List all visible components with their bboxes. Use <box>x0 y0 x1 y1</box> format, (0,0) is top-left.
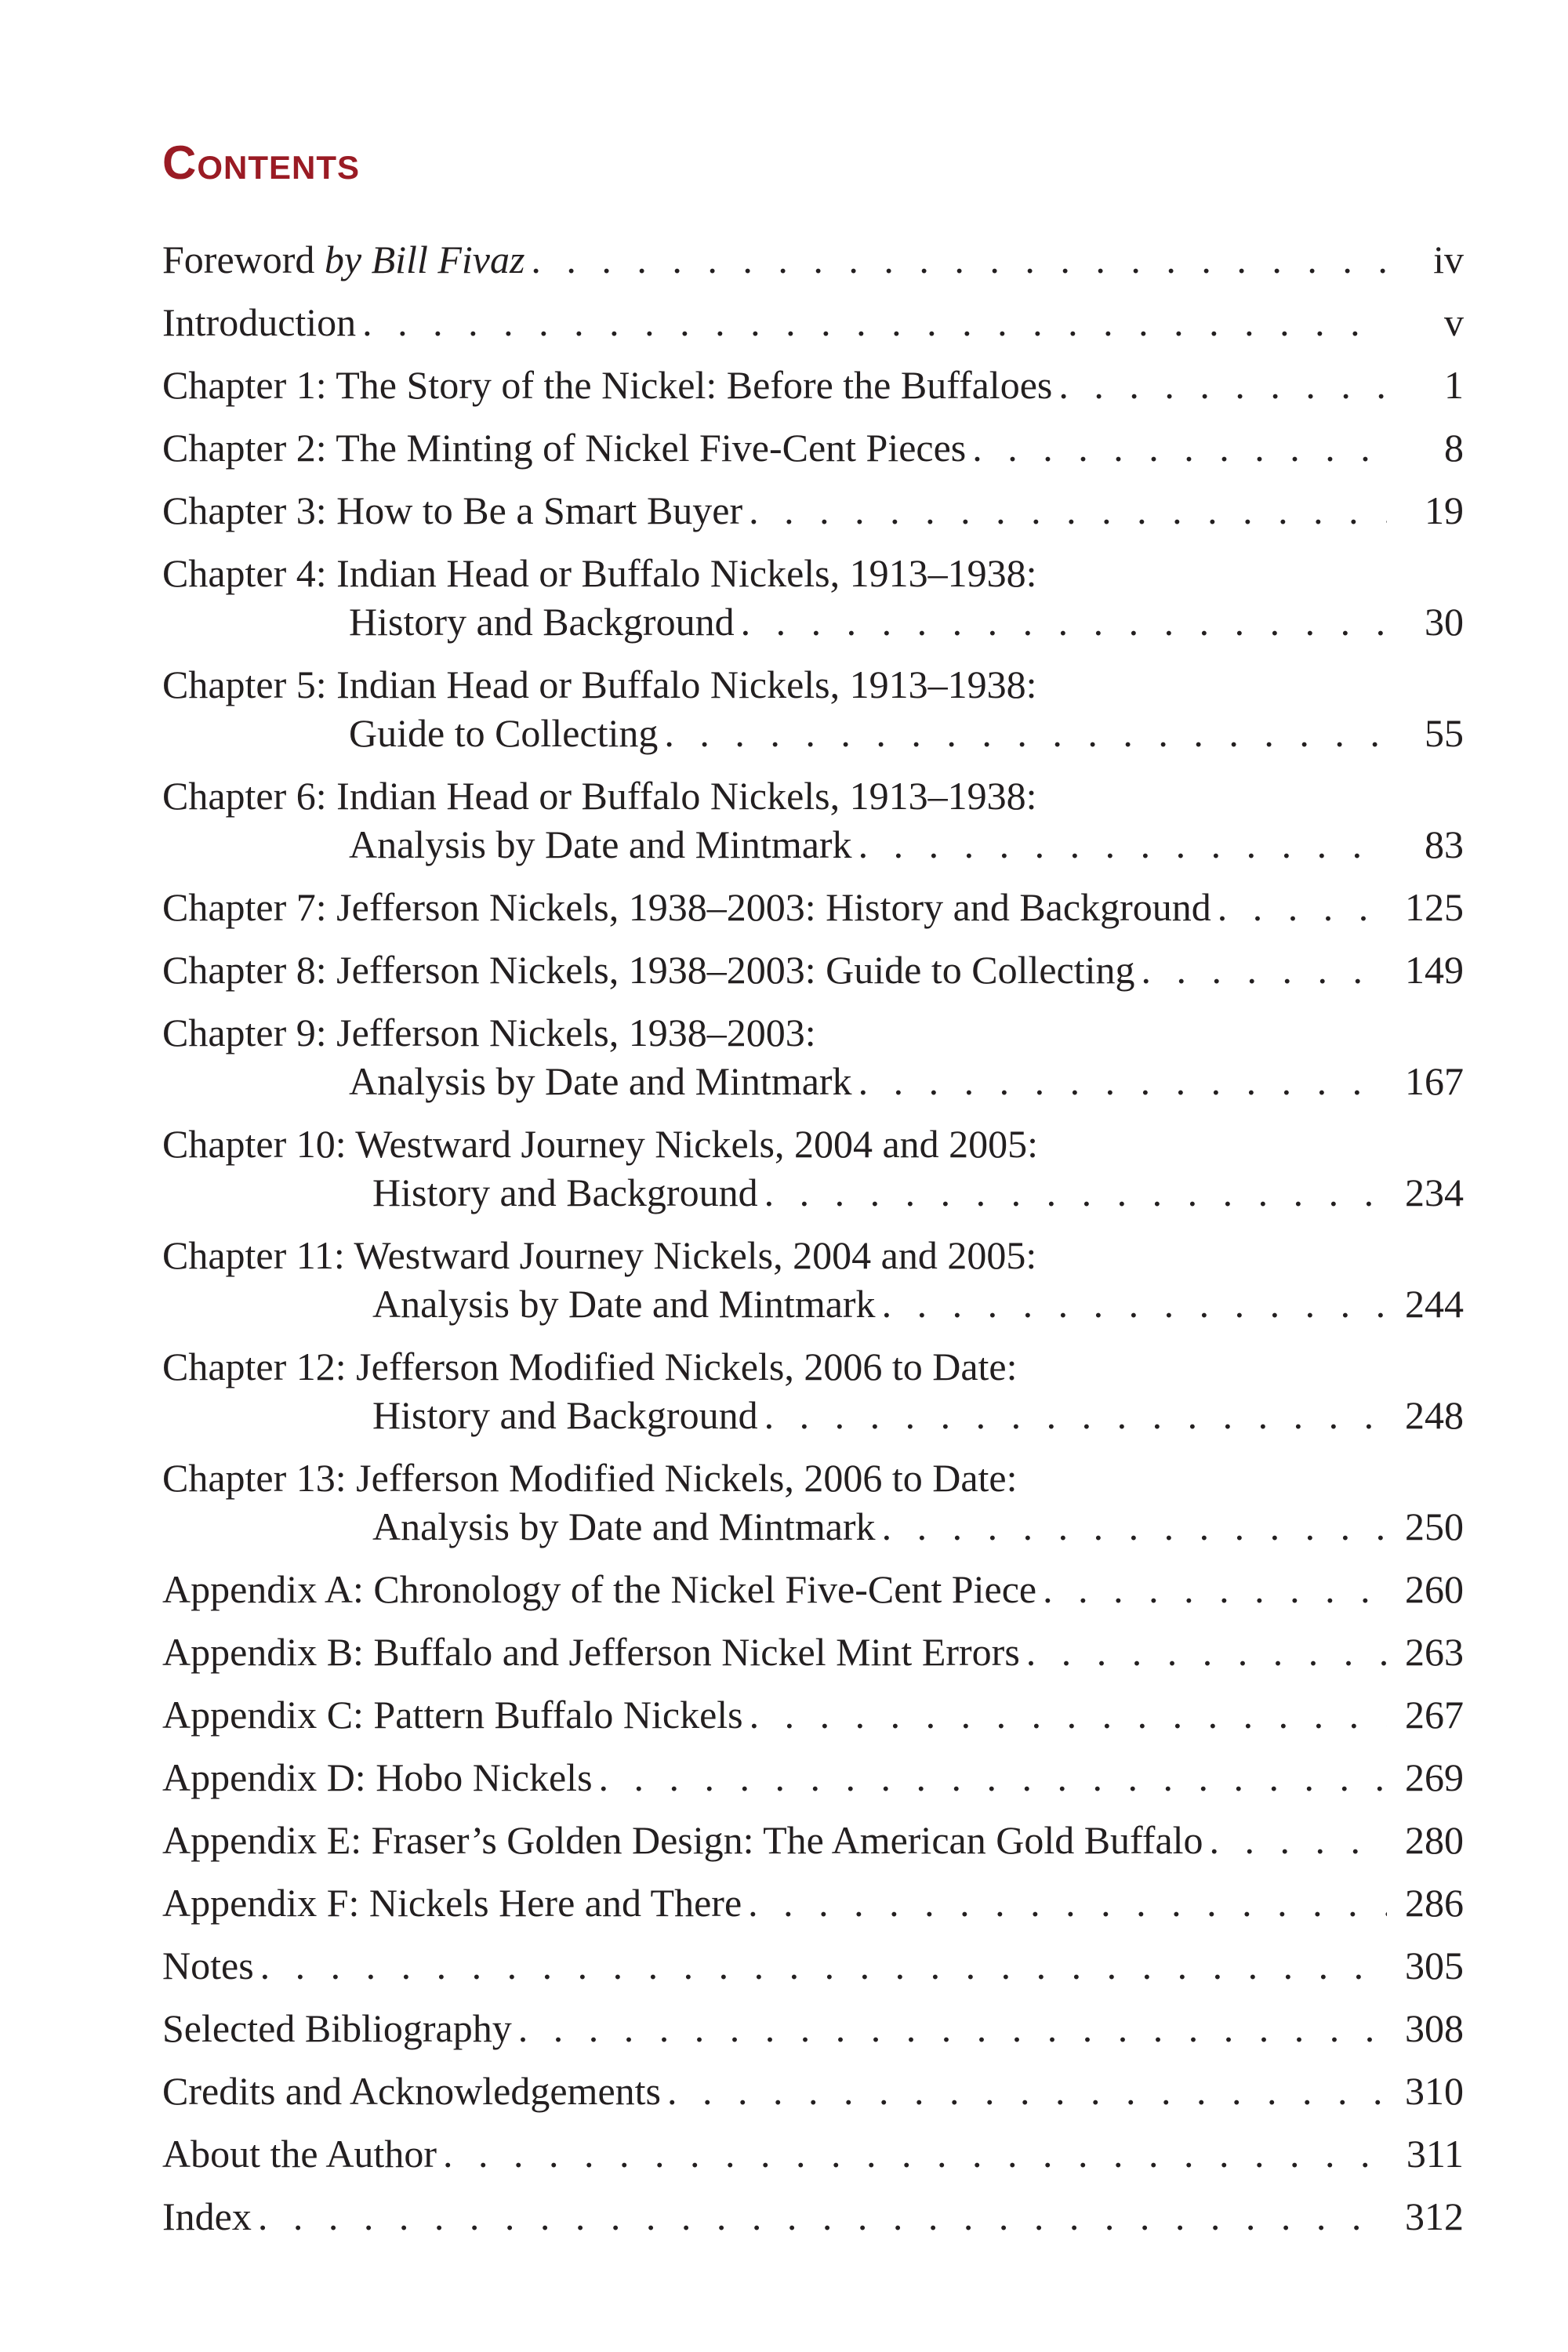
toc-entry-title: Chapter 6: Indian Head or Buffalo Nickels, 1913–1938: <box>162 774 1037 818</box>
toc-entry-line <box>162 1454 1464 1502</box>
toc-entry-title: Appendix D: Hobo Nickels <box>162 1755 593 1799</box>
toc-entry-line <box>162 298 1464 347</box>
toc-page-number: 19 <box>1425 488 1464 532</box>
toc-entry-line <box>162 1342 1464 1391</box>
dot-leader <box>443 2129 1387 2178</box>
toc-entry-title <box>162 235 524 284</box>
toc-entry-title: Analysis by Date and Mintmark <box>349 1059 852 1103</box>
toc-page-number: 286 <box>1405 1881 1464 1925</box>
toc-page-number: 234 <box>1405 1171 1464 1214</box>
toc-entry-line <box>162 820 1464 869</box>
toc-page-number: 244 <box>1405 1282 1464 1326</box>
toc-entry[interactable] <box>162 361 1464 409</box>
toc-entry-line <box>162 486 1464 535</box>
toc-entry[interactable] <box>162 486 1464 535</box>
toc-entry[interactable] <box>162 1231 1464 1328</box>
toc-entry[interactable] <box>162 1454 1464 1551</box>
toc-page-number: 311 <box>1406 2132 1464 2176</box>
toc-entry-line <box>162 883 1464 931</box>
dot-leader <box>667 2067 1387 2115</box>
dot-leader <box>741 597 1387 646</box>
toc-entry-title: Chapter 11: Westward Journey Nickels, 2004 and 2005: <box>162 1233 1037 1277</box>
toc-entry-title: Chapter 10: Westward Journey Nickels, 2004 and 2005: <box>162 1122 1039 1166</box>
toc-page-number: 263 <box>1405 1630 1464 1674</box>
toc-entry-title: Index <box>162 2194 252 2238</box>
toc-entry[interactable] <box>162 1628 1464 1676</box>
dot-leader <box>599 1753 1387 1802</box>
toc-page-number: 149 <box>1405 948 1464 992</box>
toc-entry-title: Analysis by Date and Mintmark <box>349 822 852 866</box>
toc-entry[interactable] <box>162 771 1464 869</box>
toc-page-number: 308 <box>1405 2006 1464 2050</box>
toc-entry[interactable] <box>162 1878 1464 1927</box>
toc-page-number: 8 <box>1444 426 1464 470</box>
toc-entry-title: Appendix C: Pattern Buffalo Nickels <box>162 1693 743 1737</box>
toc-entry-title: Chapter 5: Indian Head or Buffalo Nickels, 1913–1938: <box>162 662 1037 706</box>
toc-entry-line <box>162 1502 1464 1551</box>
foreword-author: by Bill Fivaz <box>324 238 525 281</box>
toc-page-number: 267 <box>1405 1693 1464 1737</box>
toc-entry-line <box>162 1565 1464 1613</box>
toc-entry-title: Analysis by Date and Mintmark <box>372 1504 876 1548</box>
toc-entry-line <box>162 2192 1464 2241</box>
dot-leader <box>260 1941 1387 1990</box>
toc-entry-title: History and Background <box>349 600 735 644</box>
dot-leader <box>531 235 1387 284</box>
toc-entry-line <box>162 1816 1464 1864</box>
toc-entry-title: Chapter 12: Jefferson Modified Nickels, 2006 to Date: <box>162 1345 1018 1388</box>
toc-entry-line <box>162 1753 1464 1802</box>
dot-leader <box>1142 946 1387 994</box>
toc-entry-line <box>162 2067 1464 2115</box>
toc-page-number: 30 <box>1425 600 1464 644</box>
toc-entry-line <box>162 2004 1464 2053</box>
toc-entry-line <box>162 2129 1464 2178</box>
toc-entry[interactable] <box>162 1690 1464 1739</box>
toc-page-number: 55 <box>1425 711 1464 755</box>
page-title: Contents <box>162 136 360 189</box>
toc-entry-line <box>162 1941 1464 1990</box>
toc-entry[interactable] <box>162 2129 1464 2178</box>
toc-entry-line <box>162 1168 1464 1217</box>
toc-entry[interactable] <box>162 1816 1464 1864</box>
toc-entry-line <box>162 1120 1464 1168</box>
dot-leader <box>972 423 1387 472</box>
toc-entry-title: Chapter 13: Jefferson Modified Nickels, 2006 to Date: <box>162 1456 1018 1500</box>
toc-page-number: 310 <box>1405 2069 1464 2113</box>
toc-entry-line <box>162 423 1464 472</box>
toc-page-number: 305 <box>1405 1944 1464 1987</box>
toc-page-number: 167 <box>1405 1059 1464 1103</box>
toc-entry-line <box>162 597 1464 646</box>
toc-entry-title: Appendix B: Buffalo and Jefferson Nickel Mint Errors <box>162 1630 1020 1674</box>
table-of-contents <box>162 235 1464 2255</box>
toc-entry-title: Chapter 1: The Story of the Nickel: Before the Buffaloes <box>162 363 1053 407</box>
toc-entry[interactable] <box>162 946 1464 994</box>
dot-leader <box>1210 1816 1387 1864</box>
toc-page-number: iv <box>1433 238 1464 281</box>
toc-entry-title: Appendix A: Chronology of the Nickel Five-Cent Piece <box>162 1567 1037 1611</box>
toc-entry-title: History and Background <box>372 1171 758 1214</box>
toc-entry-line <box>162 1628 1464 1676</box>
toc-page-number: 280 <box>1405 1818 1464 1862</box>
toc-page-number: 312 <box>1405 2194 1464 2238</box>
toc-entry-line <box>162 1279 1464 1328</box>
toc-entry-line <box>162 1008 1464 1057</box>
dot-leader <box>518 2004 1387 2053</box>
toc-entry-title: About the Author <box>162 2132 437 2176</box>
dot-leader <box>362 298 1387 347</box>
toc-entry-line <box>162 1057 1464 1105</box>
toc-entry[interactable] <box>162 1753 1464 1802</box>
toc-entry-title: Chapter 4: Indian Head or Buffalo Nickels, 1913–1938: <box>162 551 1037 595</box>
toc-entry[interactable] <box>162 1120 1464 1217</box>
dot-leader <box>664 709 1387 757</box>
dot-leader <box>764 1168 1387 1217</box>
toc-page-number: 125 <box>1405 885 1464 929</box>
toc-entry[interactable] <box>162 2004 1464 2053</box>
toc-entry[interactable] <box>162 1342 1464 1439</box>
toc-entry-line <box>162 1878 1464 1927</box>
toc-entry[interactable] <box>162 883 1464 931</box>
toc-entry-line <box>162 361 1464 409</box>
toc-entry-line <box>162 946 1464 994</box>
toc-entry[interactable] <box>162 1941 1464 1990</box>
toc-entry[interactable] <box>162 660 1464 757</box>
dot-leader <box>750 1690 1387 1739</box>
toc-entry-line <box>162 660 1464 709</box>
toc-entry-foreword[interactable] <box>162 235 1464 284</box>
toc-entry-title: Analysis by Date and Mintmark <box>372 1282 876 1326</box>
toc-entry-title: Introduction <box>162 300 357 344</box>
toc-entry[interactable] <box>162 298 1464 347</box>
toc-entry-line <box>162 1231 1464 1279</box>
toc-entry[interactable] <box>162 549 1464 646</box>
toc-entry-title: History and Background <box>372 1393 758 1437</box>
foreword-label: Foreword <box>162 238 325 281</box>
toc-entry-line <box>162 1690 1464 1739</box>
toc-entry-line <box>162 1391 1464 1439</box>
toc-entry[interactable] <box>162 2067 1464 2115</box>
toc-page-number: 248 <box>1405 1393 1464 1437</box>
dot-leader <box>764 1391 1387 1439</box>
toc-entry-title: Guide to Collecting <box>349 711 659 755</box>
dot-leader <box>258 2192 1387 2241</box>
toc-page-number: 83 <box>1425 822 1464 866</box>
toc-entry-title: Chapter 9: Jefferson Nickels, 1938–2003: <box>162 1011 816 1054</box>
toc-entry-line <box>162 771 1464 820</box>
toc-entry-title: Chapter 8: Jefferson Nickels, 1938–2003: Guide to Collecting <box>162 948 1135 992</box>
dot-leader <box>1043 1565 1387 1613</box>
toc-entry[interactable] <box>162 1565 1464 1613</box>
toc-entry-title: Selected Bibliography <box>162 2006 512 2050</box>
toc-page-number: 1 <box>1444 363 1464 407</box>
dot-leader <box>1218 883 1387 931</box>
toc-entry-title: Notes <box>162 1944 254 1987</box>
dot-leader <box>1058 361 1387 409</box>
dot-leader <box>882 1279 1387 1328</box>
dot-leader <box>1026 1628 1387 1676</box>
dot-leader <box>748 1878 1387 1927</box>
dot-leader <box>858 820 1387 869</box>
toc-entry-title: Credits and Acknowledgements <box>162 2069 661 2113</box>
dot-leader <box>858 1057 1387 1105</box>
toc-entry-line <box>162 709 1464 757</box>
toc-entry-title: Chapter 7: Jefferson Nickels, 1938–2003: History and Background <box>162 885 1211 929</box>
toc-entry-line <box>162 549 1464 597</box>
toc-entry[interactable] <box>162 1008 1464 1105</box>
toc-entry-title: Appendix F: Nickels Here and There <box>162 1881 742 1925</box>
toc-entry-title: Chapter 2: The Minting of Nickel Five-Cent Pieces <box>162 426 967 470</box>
toc-entry-title: Appendix E: Fraser’s Golden Design: The American Gold Buffalo <box>162 1818 1203 1862</box>
toc-entry[interactable] <box>162 423 1464 472</box>
dot-leader <box>882 1502 1387 1551</box>
toc-page-number: 260 <box>1405 1567 1464 1611</box>
dot-leader <box>749 486 1387 535</box>
toc-page-number: 269 <box>1405 1755 1464 1799</box>
toc-entry-title: Chapter 3: How to Be a Smart Buyer <box>162 488 743 532</box>
toc-page-number: v <box>1444 300 1464 344</box>
toc-entry-line <box>162 235 1464 284</box>
toc-page-number: 250 <box>1405 1504 1464 1548</box>
toc-entry[interactable] <box>162 2192 1464 2241</box>
